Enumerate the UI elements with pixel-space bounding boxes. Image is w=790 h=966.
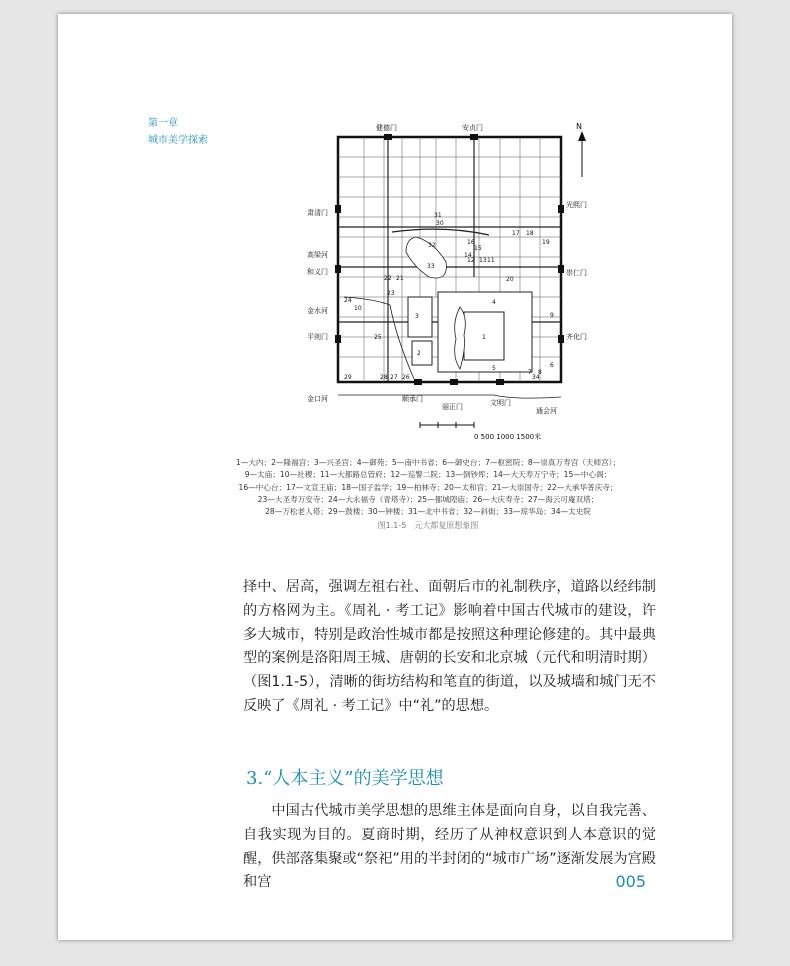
legend-line: 16—中心台；17—文宣王庙；18—国子监学；19—柏林寺；20—太和宫；21—大崇国寺；22—大承华普庆寺； (238, 482, 618, 492)
site-20: 20 (506, 276, 514, 283)
site-32: 32 (428, 242, 436, 249)
site-14: 14 (464, 252, 472, 259)
site-23: 23 (387, 290, 395, 297)
gate-wenming: 文明门 (490, 399, 511, 407)
map-palace-district (408, 292, 532, 372)
site-22: 22 (384, 275, 392, 282)
gate-qihua: 齐化门 (566, 333, 587, 341)
site-30: 30 (436, 220, 444, 227)
gate-chongren: 崇仁门 (566, 269, 587, 277)
book-page (58, 14, 732, 940)
legend-line: 9—太庙；10—社稷；11—大都路总管府；12—巡警二院；13—倒钞库；14—大天寿万宁寺；15—中心阁； (244, 470, 612, 480)
site-34: 34 (532, 374, 540, 381)
legend-line: 28—万松老人塔；29—鼓楼；30—钟楼；31—北中书省；32—斜街；33—琼华岛；34—太史院 (265, 507, 591, 517)
site-6: 6 (550, 362, 554, 369)
site-18: 18 (526, 230, 534, 237)
site-33: 33 (427, 263, 435, 270)
body-paragraph-2: 中国古代城市美学思想的思维主体是面向自身，以自我完善、自我实现为目的。夏商时期，经历了从神权意识到人本意识的觉醒，供部落集聚或“祭祀”用的半封闭的“城市广场”逐渐发展为宫殿和宫 (243, 803, 656, 891)
site-10: 10 (354, 305, 362, 312)
city-map-figure (284, 117, 614, 447)
site-8: 8 (538, 369, 542, 376)
map-lake-jishui (406, 237, 446, 278)
river-gaoliang: 高梁河 (307, 251, 328, 259)
scale-label: 0 500 1000 1500米 (474, 433, 542, 441)
site-9: 9 (550, 312, 554, 319)
body-paragraph-1: 择中、居高，强调左祖右社、面朝后市的礼制秩序，道路以经纬制的方格网为主。《周礼 · 考工记》影响着中国古代城市的建设，许多大城市，特别是政治性城市都是按照这种理论修建的。其中最典型的案例是洛阳周王城、唐朝的长安和北京城（元代和明清时期）（图1.1-5），清晰的街坊结构和笔直的街道，以及城墙和城门无不反映了《周礼 · 考工记》中“礼”的思想。 (243, 579, 656, 714)
site-27: 27 (390, 374, 398, 381)
site-28: 28 (380, 374, 388, 381)
site-25: 25 (374, 334, 382, 341)
gate-jiande: 健德门 (376, 124, 397, 132)
site-26: 26 (402, 374, 410, 381)
site-21: 21 (396, 275, 404, 282)
gate-guangxi: 光熙门 (566, 201, 587, 209)
site-5: 5 (492, 365, 496, 372)
site-11: 11 (487, 257, 495, 264)
section-label: 城市美学探索 (148, 135, 208, 146)
site-24: 24 (344, 297, 352, 304)
site-1: 1 (482, 334, 486, 341)
site-7: 7 (528, 369, 532, 376)
legend-line: 1—大内；2—隆福宫；3—兴圣宫；4—御苑；5—南中书省；6—御史台；7—枢密院；8—崇真万寿宫（天师宫）； (235, 458, 621, 467)
figure-title: 图1.1-5 元大都复原想象图 (377, 521, 479, 531)
chapter-label: 第一章 (148, 118, 178, 129)
gate-heyi: 和义门 (307, 268, 328, 276)
site-17: 17 (512, 230, 520, 237)
site-29: 29 (344, 374, 352, 381)
map-scale-bar (420, 422, 541, 441)
site-13: 13 (479, 257, 487, 264)
page-number: 005 (615, 872, 646, 891)
map-north-arrow (576, 122, 586, 177)
gate-shuncheng: 顺承门 (402, 395, 423, 403)
gate-suqing: 肃清门 (307, 209, 328, 217)
site-12: 12 (467, 257, 475, 264)
north-label: N (576, 122, 582, 131)
chapter-header (148, 115, 208, 149)
site-31: 31 (434, 212, 442, 219)
river-tonghui: 通会河 (536, 407, 557, 415)
gate-lizheng: 丽正门 (442, 403, 463, 411)
legend-line: 23—大圣寿万安寺；24—大永福寺（青塔寺）；25—都城隍庙；26—大庆寿寺；27—海云可庵双塔； (257, 494, 599, 504)
river-jinkou: 金口河 (307, 395, 328, 403)
figure-caption (208, 457, 648, 533)
map-river-jinkou (338, 395, 561, 398)
site-16: 16 (467, 239, 475, 246)
site-4: 4 (492, 299, 496, 306)
gate-anzhen: 安贞门 (462, 124, 483, 132)
site-15: 15 (474, 245, 482, 252)
section-heading: 3.“人本主义”的美学思想 (246, 768, 444, 789)
site-19: 19 (542, 239, 550, 246)
river-jinshui: 金水河 (307, 307, 328, 315)
gate-pingze: 平则门 (307, 333, 328, 341)
site-2: 2 (417, 350, 421, 357)
site-3: 3 (415, 313, 419, 320)
